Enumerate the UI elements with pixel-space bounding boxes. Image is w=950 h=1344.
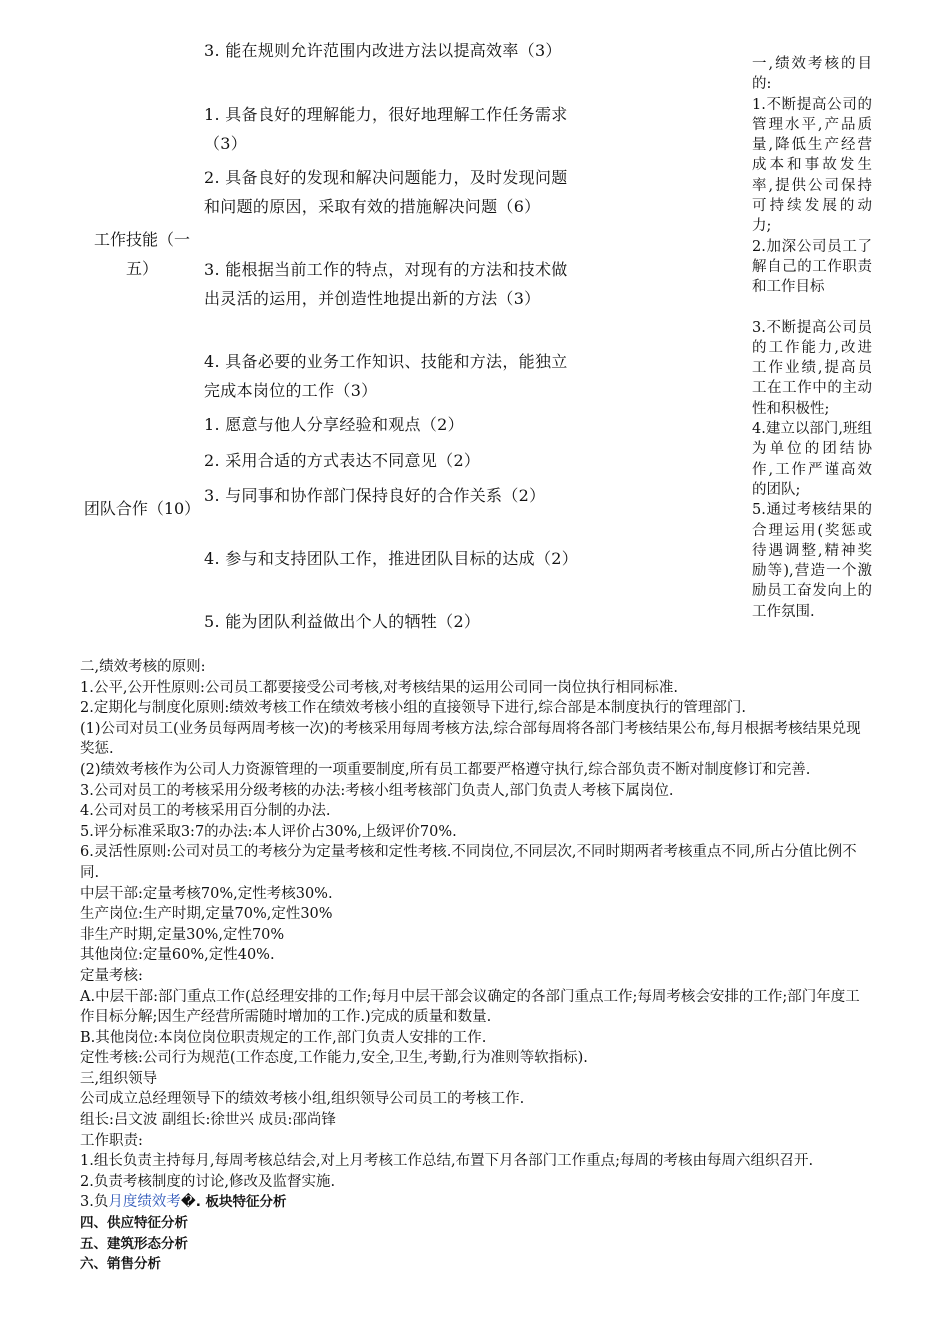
skills-item-3: 2. 具备良好的发现和解决问题能力，及时发现问题和问题的原因，采取有效的措施解决问题（6）	[204, 168, 568, 216]
section-heading: 三,组织领导	[80, 1070, 158, 1087]
sidebar-line: 5.通过考核结果的合理运用(奖惩或待遇调整,精神奖励等),营造一个激励员工奋发向上的工作氛围.	[752, 502, 872, 620]
sidebar-blank	[752, 298, 872, 318]
body-line: 2.负责考核制度的讨论,修改及监督实施.	[80, 1173, 336, 1190]
body-line: 1.组长负责主持每月,每周考核总结会,对上月考核工作总结,布置下月各部门工作重点;每周的考核由每周六组织召开.	[80, 1153, 814, 1170]
body-line: 4.公司对员工的考核采用百分制的办法.	[80, 803, 331, 820]
body-line: 工作职责:	[80, 1132, 143, 1149]
body-line: B.其他岗位:本岗位岗位职责规定的工作,部门负责人安排的工作.	[80, 1029, 487, 1046]
skills-item-2: 1. 具备良好的理解能力，很好地理解工作任务需求（3）	[204, 105, 568, 153]
body-line: 生产岗位:生产时期,定量70%,定性30%	[80, 906, 333, 923]
body-text	[80, 657, 872, 1275]
team-item-3: 3. 与同事和协作部门保持良好的合作关系（2）	[204, 486, 546, 505]
category-work-skills: 工作技能（一五）	[93, 230, 190, 278]
body-line: 非生产时期,定量30%,定性70%	[80, 926, 285, 943]
team-item-2: 2. 采用合适的方式表达不同意见（2）	[204, 451, 481, 470]
sidebar-line: 3.不断提高公司员的工作能力,改进工作业绩,提高员工在工作中的主动性和积极性;	[752, 319, 872, 417]
sidebar-line: 2.加深公司员工了解自己的工作职责和工作目标	[752, 238, 872, 296]
sidebar-heading: 一,绩效考核的目的:	[752, 56, 872, 93]
sidebar-line: 1.不断提高公司的管理水平,产品质量,降低生产经营成本和事故发生率,提供公司保持可持续发展的动力;	[752, 96, 872, 235]
body-line: 公司成立总经理领导下的绩效考核小组,组织领导公司员工的考核工作.	[80, 1091, 525, 1108]
sidebar-purpose	[752, 54, 872, 622]
body-line: (2)绩效考核作为公司人力资源管理的一项重要制度,所有员工都要严格遵守执行,综合部负责不断对制度修订和完善.	[80, 761, 811, 778]
section-heading: 二,绩效考核的原则:	[80, 659, 206, 675]
last-suffix: . 板块特征分析	[195, 1194, 287, 1211]
team-item-1: 1. 愿意与他人分享经验和观点（2）	[204, 415, 464, 434]
heading-supply: 四、供应特征分析	[80, 1215, 188, 1232]
body-line: 其他岗位:定量60%,定性40%.	[80, 947, 275, 964]
body-line: 2.定期化与制度化原则:绩效考核工作在绩效考核小组的直接领导下进行,综合部是本制度执行的管理部门.	[80, 700, 746, 717]
last-prefix: 3.负	[80, 1194, 109, 1211]
team-item-4: 4. 参与和支持团队工作，推进团队目标的达成（2）	[204, 549, 579, 568]
body-line: 5.评分标准采取3:7的办法:本人评价占30%,上级评价70%.	[80, 823, 457, 840]
body-line-last	[80, 1192, 872, 1213]
body-line: 定性考核:公司行为规范(工作态度,工作能力,安全,卫生,考勤,行为准则等软指标).	[80, 1050, 588, 1067]
heading-sales: 六、销售分析	[80, 1256, 161, 1273]
body-line: 定量考核:	[80, 967, 143, 984]
skills-item-4: 3. 能根据当前工作的特点，对现有的方法和技术做出灵活的运用，并创造性地提出新的方法（3）	[204, 260, 568, 308]
body-line: 6.灵活性原则:公司对员工的考核分为定量考核和定性考核.不同岗位,不同层次,不同时期两者考核重点不同,所占分值比例不同.	[80, 844, 857, 881]
heading-building: 五、建筑形态分析	[80, 1235, 188, 1252]
skills-item-1: 3. 能在规则允许范围内改进方法以提高效率（3）	[204, 41, 562, 60]
category-teamwork: 团队合作（10）	[83, 499, 201, 518]
sidebar-line: 4.建立以部门,班组为单位的团结协作,工作严谨高效的团队;	[752, 421, 872, 498]
garbled-glyph: �	[180, 1194, 196, 1211]
team-item-5: 5. 能为团队利益做出个人的牺牲（2）	[204, 612, 481, 631]
body-line: (1)公司对员工(业务员每两周考核一次)的考核采用每周考核方法,综合部每周将各部门考核结果公布,每月根据考核结果兑现奖惩.	[80, 720, 861, 758]
body-line: 3.公司对员工的考核采用分级考核的办法:考核小组考核部门负责人,部门负责人考核下属岗位.	[80, 782, 674, 799]
skills-item-5: 4. 具备必要的业务工作知识、技能和方法，能独立完成本岗位的工作（3）	[204, 352, 568, 400]
body-line: 中层干部:定量考核70%,定性考核30%.	[80, 885, 333, 902]
body-line: A.中层干部:部门重点工作(总经理安排的工作;每月中层干部会议确定的各部门重点工作;每周考核会安排的工作;部门年度工作目标分解;因生产经营所需随时增加的工作.)完成的质量和数量.	[80, 988, 860, 1026]
body-line: 1.公平,公开性原则:公司员工都要接受公司考核,对考核结果的运用公司同一岗位执行相同标准.	[80, 679, 679, 696]
body-line: 组长:吕文波 副组长:徐世兴 成员:邵尚锋	[80, 1112, 336, 1129]
monthly-review-link[interactable]: 月度绩效考	[108, 1194, 181, 1211]
